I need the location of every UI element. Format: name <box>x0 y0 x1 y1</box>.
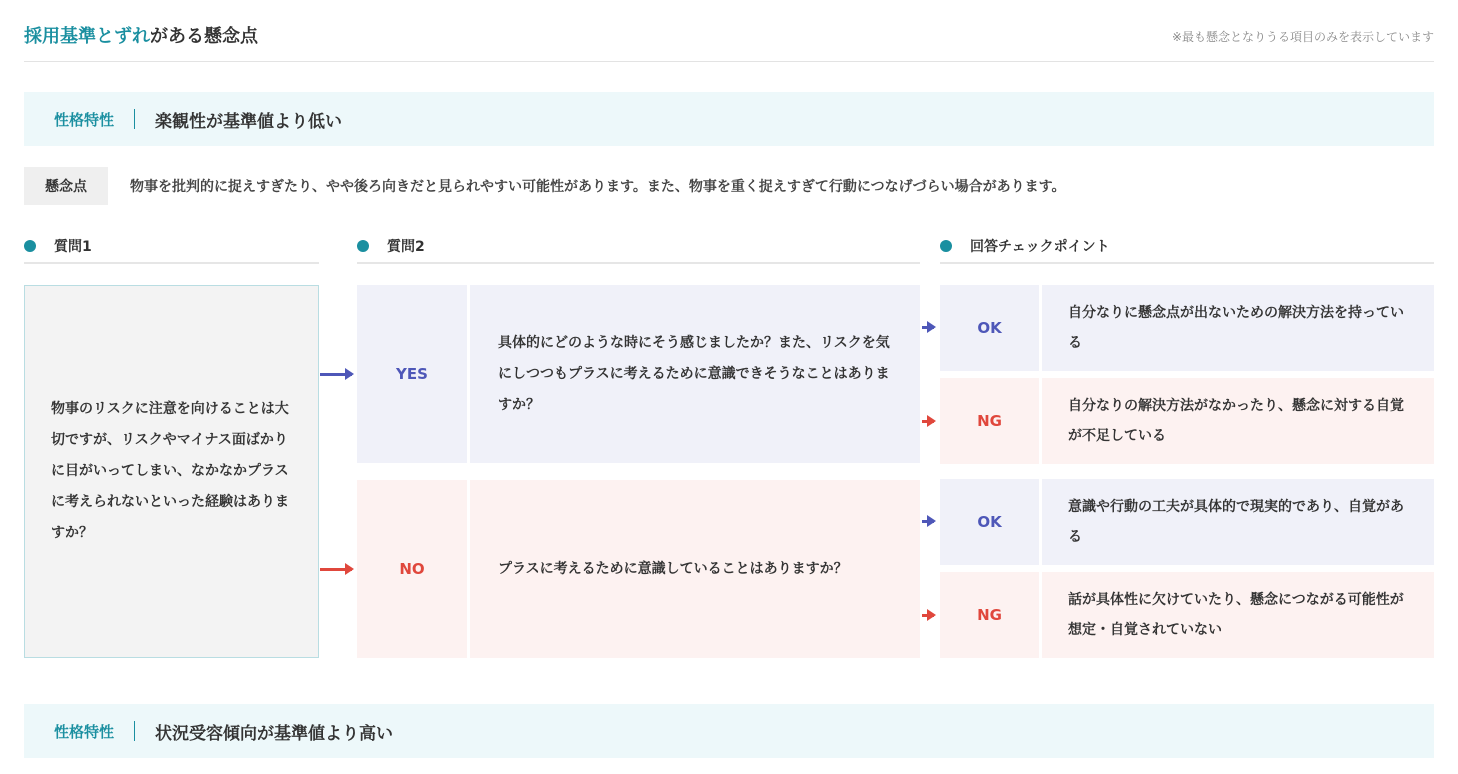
trait-separator <box>134 109 135 129</box>
trait-headline: 状況受容傾向が基準値より高い <box>155 723 394 744</box>
page-title <box>24 22 258 48</box>
arrow-right-icon <box>922 520 934 523</box>
question2-no-row <box>357 480 920 658</box>
answer-no-label: NO <box>357 480 467 658</box>
answer-yes-label: YES <box>357 285 467 463</box>
checkpoint-text: 自分なりに懸念点が出ないための解決方法を持っている <box>1042 285 1434 371</box>
question2-yes-row <box>357 285 920 463</box>
concern-label: 懸念点 <box>24 167 108 205</box>
result-ng-label: NG <box>940 378 1039 464</box>
question2-no-text: プラスに考えるために意識していることはありますか？ <box>470 480 920 658</box>
bullet-dot-icon <box>357 240 369 252</box>
title-divider <box>24 61 1434 62</box>
page-title-rest: がある懸念点 <box>150 26 258 47</box>
question1-box <box>24 285 319 658</box>
checkpoint-text: 意識や行動の工夫が具体的で現実的であり、自覚がある <box>1042 479 1434 565</box>
bullet-dot-icon <box>24 240 36 252</box>
result-ok-label: OK <box>940 285 1039 371</box>
arrow-right-icon <box>320 568 352 571</box>
arrow-right-icon <box>922 420 934 423</box>
column-header-question1 <box>24 236 319 264</box>
question1-text: 物事のリスクに注意を向けることは大切ですが、リスクやマイナス面ばかりに目がいってしまい、なかなかプラスに考えられないといった経験はありますか？ <box>51 401 289 541</box>
trait-banner-acceptance <box>24 704 1434 758</box>
column-header-label: 回答チェックポイント <box>970 239 1110 255</box>
column-header-question2 <box>357 236 920 264</box>
checkpoint-no-ok-row <box>940 479 1434 565</box>
checkpoint-text: 自分なりの解決方法がなかったり、懸念に対する自覚が不足している <box>1042 378 1434 464</box>
trait-banner-optimism <box>24 92 1434 146</box>
concern-text: 物事を批判的に捉えすぎたり、やや後ろ向きだと見られやすい可能性があります。また、物事を重く捉えすぎて行動につなげづらい場合があります。 <box>130 179 1066 195</box>
display-note: ※最も懸念となりうる項目のみを表示しています <box>1171 30 1434 44</box>
arrow-right-icon <box>922 326 934 329</box>
checkpoint-text: 話が具体性に欠けていたり、懸念につながる可能性が想定・自覚されていない <box>1042 572 1434 658</box>
trait-tag: 性格特性 <box>54 722 115 741</box>
question2-yes-text: 具体的にどのような時にそう感じましたか？また、リスクを気にしつつもプラスに考えるために意識できそうなことはありますか？ <box>470 285 920 463</box>
arrow-right-icon <box>320 373 352 376</box>
trait-separator <box>134 721 135 741</box>
trait-headline: 楽観性が基準値より低い <box>155 111 343 132</box>
trait-tag: 性格特性 <box>54 110 115 129</box>
result-ok-label: OK <box>940 479 1039 565</box>
column-header-checkpoints <box>940 236 1434 264</box>
column-header-label: 質問2 <box>387 239 425 255</box>
checkpoint-yes-ok-row <box>940 285 1434 371</box>
column-header-label: 質問1 <box>54 239 92 255</box>
bullet-dot-icon <box>940 240 952 252</box>
checkpoint-no-ng-row <box>940 572 1434 658</box>
page-title-accent: 採用基準とずれ <box>24 26 150 47</box>
checkpoint-yes-ng-row <box>940 378 1434 464</box>
arrow-right-icon <box>922 614 934 617</box>
concern-row <box>24 167 1065 205</box>
result-ng-label: NG <box>940 572 1039 658</box>
